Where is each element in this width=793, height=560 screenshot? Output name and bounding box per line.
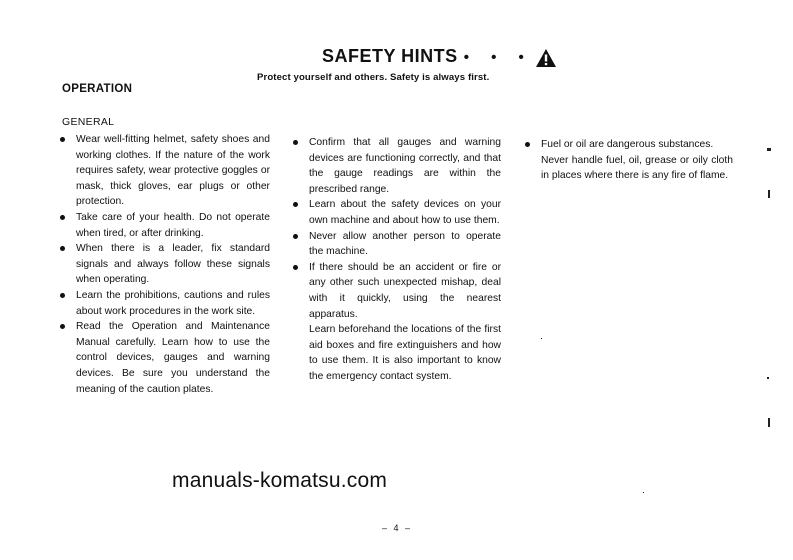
column-1 [60, 132, 270, 397]
list-item: Wear well-fitting helmet, safety shoes and working clothes. If the nature of the work requires safety, wear protective goggles or mask, thick gloves, ear plugs or other protection. [60, 132, 270, 210]
list-item: When there is a leader, fix standard signals and always follow these signals when operating. [60, 241, 270, 288]
list-item: Read the Operation and Maintenance Manual carefully. Learn how to use the control devices, gauges and warning devices. Be sure you understand the meaning of the caution plates. [60, 319, 270, 397]
scan-speck [767, 377, 769, 379]
list-item-continuation: Never handle fuel, oil, grease or oily cloth in places where there is any fire of flame. [541, 154, 733, 182]
bullet-icon [60, 137, 65, 142]
list-item: Take care of your health. Do not operate when tired, or after drinking. [60, 210, 270, 241]
title-row [322, 46, 557, 67]
warning-triangle-icon [535, 48, 557, 68]
scan-speck [768, 418, 770, 427]
title-dots: • • • [463, 49, 533, 66]
sub-heading: GENERAL [62, 116, 115, 128]
page-title: SAFETY HINTS [322, 46, 458, 66]
scan-speck [767, 148, 771, 151]
bullet-icon [60, 293, 65, 298]
page-number: – 4 – [382, 523, 413, 533]
bullet-icon [60, 215, 65, 220]
column-2 [293, 135, 501, 385]
scan-speck [541, 338, 542, 339]
list-item: If there should be an accident or fire or any other such unexpected mishap, deal with it quickly, using the nearest apparatus. [293, 260, 501, 322]
scan-speck [768, 190, 770, 198]
scan-speck [643, 492, 644, 493]
bullet-icon [525, 142, 530, 147]
bullet-icon [293, 265, 298, 270]
list-item: Fuel or oil are dangerous substances. [525, 137, 733, 153]
watermark: manuals-komatsu.com [172, 469, 388, 492]
bullet-icon [293, 140, 298, 145]
page-subtitle: Protect yourself and others. Safety is always first. [257, 72, 490, 83]
bullet-icon [293, 202, 298, 207]
list-item: Learn about the safety devices on your own machine and about how to use them. [293, 197, 501, 228]
column-3 [525, 137, 733, 184]
bullet-icon [60, 246, 65, 251]
list-item-continuation: Learn beforehand the locations of the first aid boxes and fire extinguishers and how to use them. It is also important to know the emergency contact system. [309, 324, 501, 382]
list-item: Never allow another person to operate the machine. [293, 229, 501, 260]
list-item: Confirm that all gauges and warning devices are functioning correctly, and that the gauge readings are within the prescribed range. [293, 135, 501, 197]
bullet-icon [60, 324, 65, 329]
list-item: Learn the prohibitions, cautions and rules about work procedures in the work site. [60, 288, 270, 319]
section-heading: OPERATION [62, 83, 133, 95]
bullet-icon [293, 234, 298, 239]
